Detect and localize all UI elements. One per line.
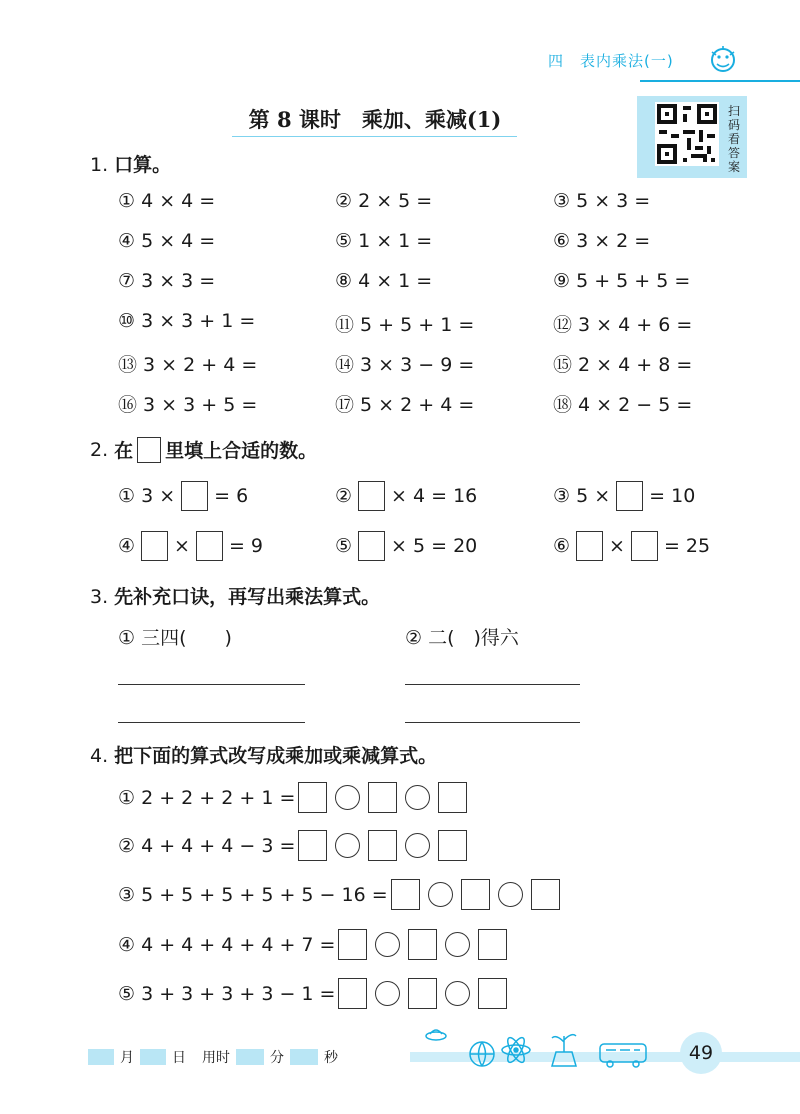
item-mark: ① bbox=[118, 485, 136, 507]
item-mark: ⑤ bbox=[335, 535, 353, 557]
chapter-heading: 四 表内乘法(一) bbox=[548, 52, 674, 70]
item-mark: ⑥ bbox=[553, 535, 571, 557]
date-time-row bbox=[88, 1047, 344, 1067]
oral-item: ⑱ 4 × 2 − 5 = bbox=[553, 394, 693, 416]
write-line[interactable] bbox=[118, 722, 305, 723]
expression: ① 2 + 2 + 2 + 1 = bbox=[118, 786, 296, 809]
oral-item: ⑰ 5 × 2 + 4 = bbox=[335, 394, 475, 416]
rhyme-item: ① 三四( ) bbox=[118, 627, 232, 649]
expression: ② 4 + 4 + 4 − 3 = bbox=[118, 834, 296, 857]
expression: ⑤ 3 + 3 + 3 + 3 − 1 = bbox=[118, 982, 336, 1005]
item-text: = 6 bbox=[214, 485, 249, 507]
lesson-title: 第 8 课时 乘加、乘减(1) bbox=[248, 107, 502, 132]
oral-item: ⑦ 3 × 3 = bbox=[118, 270, 216, 292]
oral-item: ⑧ 4 × 1 = bbox=[335, 270, 433, 292]
minute-label: 分 bbox=[270, 1050, 284, 1066]
fill-item-4 bbox=[118, 531, 263, 561]
rhyme-item: ② 二( )得六 bbox=[405, 627, 519, 649]
section-2-text-pre: 在 bbox=[114, 440, 134, 462]
item-text: = 10 bbox=[649, 485, 696, 507]
answer-box[interactable] bbox=[438, 782, 467, 813]
oral-item: ⑭ 3 × 3 − 9 = bbox=[335, 354, 475, 376]
answer-box[interactable] bbox=[141, 531, 168, 561]
section-3-text: 先补充口诀，再写出乘法算式。 bbox=[114, 586, 381, 608]
section-1-title bbox=[90, 150, 171, 177]
item-text: × 4 = 16 bbox=[391, 485, 478, 507]
answer-box[interactable] bbox=[576, 531, 603, 561]
page-number: 49 bbox=[680, 1032, 722, 1074]
answer-box[interactable] bbox=[358, 531, 385, 561]
section-3-title bbox=[90, 582, 380, 609]
rewrite-item-3 bbox=[118, 879, 563, 910]
item-text: × bbox=[609, 535, 625, 557]
sample-box bbox=[137, 437, 161, 463]
answer-box[interactable] bbox=[391, 879, 420, 910]
second-label: 秒 bbox=[324, 1050, 338, 1066]
expression: ③ 5 + 5 + 5 + 5 + 5 − 16 = bbox=[118, 883, 388, 906]
section-2-text-post: 里填上合适的数。 bbox=[165, 440, 318, 462]
answer-box[interactable] bbox=[438, 830, 467, 861]
answer-box[interactable] bbox=[408, 978, 437, 1009]
fill-item-6 bbox=[553, 531, 710, 561]
globe-icon bbox=[470, 1042, 494, 1066]
month-label: 月 bbox=[120, 1050, 134, 1066]
bus-icon bbox=[600, 1044, 646, 1067]
oral-item: ⑯ 3 × 3 + 5 = bbox=[118, 394, 258, 416]
section-1-text: 口算。 bbox=[114, 154, 172, 176]
oral-item: ⑤ 1 × 1 = bbox=[335, 230, 433, 252]
qr-code-icon[interactable] bbox=[655, 102, 719, 166]
oral-item: ⑨ 5 + 5 + 5 = bbox=[553, 270, 691, 292]
day-label: 日 bbox=[172, 1050, 186, 1066]
answer-box[interactable] bbox=[298, 782, 327, 813]
title-underline bbox=[232, 136, 517, 137]
second-blank[interactable] bbox=[290, 1049, 318, 1065]
section-4-number: 4. bbox=[90, 745, 109, 767]
operator-circle[interactable] bbox=[375, 932, 400, 957]
operator-circle[interactable] bbox=[445, 981, 470, 1006]
fill-item-3 bbox=[553, 481, 695, 511]
write-line[interactable] bbox=[405, 722, 580, 723]
decoration-icons bbox=[420, 1022, 680, 1072]
item-text: = 9 bbox=[228, 535, 264, 557]
answer-box[interactable] bbox=[368, 830, 397, 861]
rewrite-item-4 bbox=[118, 929, 510, 960]
expression: ④ 4 + 4 + 4 + 4 + 7 = bbox=[118, 933, 336, 956]
item-text: = 25 bbox=[663, 535, 711, 557]
answer-box[interactable] bbox=[461, 879, 490, 910]
item-text: 5 × bbox=[576, 485, 611, 507]
oral-item: ⑪ 5 + 5 + 1 = bbox=[335, 314, 475, 336]
item-text: 3 × bbox=[141, 485, 176, 507]
answer-box[interactable] bbox=[631, 531, 658, 561]
answer-box[interactable] bbox=[338, 978, 367, 1009]
operator-circle[interactable] bbox=[335, 833, 360, 858]
ufo-icon bbox=[426, 1030, 446, 1040]
oral-item: ① 4 × 4 = bbox=[118, 190, 216, 212]
fill-item-5 bbox=[335, 531, 477, 561]
rewrite-item-1 bbox=[118, 782, 470, 813]
operator-circle[interactable] bbox=[445, 932, 470, 957]
oral-item: ③ 5 × 3 = bbox=[553, 190, 651, 212]
oral-item: ② 2 × 5 = bbox=[335, 190, 433, 212]
mascot-icon bbox=[705, 42, 741, 78]
oral-item: ⑮ 2 × 4 + 8 = bbox=[553, 354, 693, 376]
operator-circle[interactable] bbox=[405, 833, 430, 858]
oral-item: ④ 5 × 4 = bbox=[118, 230, 216, 252]
section-1-number: 1. bbox=[90, 154, 109, 176]
month-blank[interactable] bbox=[88, 1049, 114, 1065]
item-mark: ③ bbox=[553, 485, 571, 507]
header-rule bbox=[640, 80, 800, 82]
operator-circle[interactable] bbox=[498, 882, 523, 907]
section-4-title bbox=[90, 741, 437, 768]
write-line[interactable] bbox=[118, 684, 305, 685]
answer-box[interactable] bbox=[298, 830, 327, 861]
plant-icon bbox=[552, 1035, 576, 1066]
section-2-title bbox=[90, 436, 317, 463]
operator-circle[interactable] bbox=[335, 785, 360, 810]
operator-circle[interactable] bbox=[375, 981, 400, 1006]
item-mark: ② bbox=[335, 485, 353, 507]
time-used-label: 用时 bbox=[202, 1050, 230, 1066]
answer-box[interactable] bbox=[616, 481, 643, 511]
rewrite-item-5 bbox=[118, 978, 510, 1009]
item-text: × 5 = 20 bbox=[391, 535, 478, 557]
write-line[interactable] bbox=[405, 684, 580, 685]
answer-box[interactable] bbox=[358, 481, 385, 511]
day-blank[interactable] bbox=[140, 1049, 166, 1065]
operator-circle[interactable] bbox=[428, 882, 453, 907]
answer-box[interactable] bbox=[338, 929, 367, 960]
oral-item: ⑫ 3 × 4 + 6 = bbox=[553, 314, 693, 336]
answer-box[interactable] bbox=[368, 782, 397, 813]
fill-item-1 bbox=[118, 481, 248, 511]
answer-box[interactable] bbox=[478, 929, 507, 960]
operator-circle[interactable] bbox=[405, 785, 430, 810]
answer-box[interactable] bbox=[181, 481, 208, 511]
rewrite-item-2 bbox=[118, 830, 470, 861]
answer-box[interactable] bbox=[196, 531, 223, 561]
answer-box[interactable] bbox=[531, 879, 560, 910]
oral-item: ⑥ 3 × 2 = bbox=[553, 230, 651, 252]
qr-caption: 扫码看答案 bbox=[727, 104, 740, 174]
minute-blank[interactable] bbox=[236, 1049, 264, 1065]
oral-item: ⑩ 3 × 3 + 1 = bbox=[118, 310, 256, 332]
item-mark: ④ bbox=[118, 535, 136, 557]
fill-item-2 bbox=[335, 481, 477, 511]
atom-icon bbox=[502, 1035, 530, 1064]
answer-box[interactable] bbox=[408, 929, 437, 960]
item-text: × bbox=[174, 535, 190, 557]
answer-box[interactable] bbox=[478, 978, 507, 1009]
section-2-number: 2. bbox=[90, 438, 109, 461]
section-3-number: 3. bbox=[90, 586, 109, 608]
oral-item: ⑬ 3 × 2 + 4 = bbox=[118, 354, 258, 376]
section-4-text: 把下面的算式改写成乘加或乘减算式。 bbox=[114, 745, 438, 767]
